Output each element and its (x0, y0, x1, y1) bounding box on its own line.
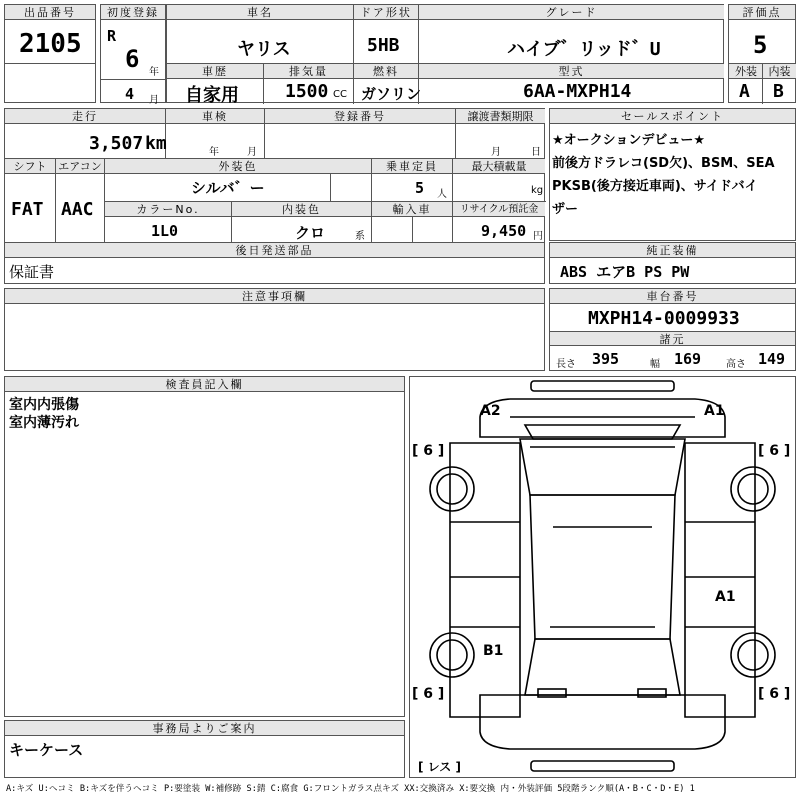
car-diagram-box (409, 376, 796, 778)
model-label: 型式 (419, 64, 724, 79)
interior-grade: B (773, 81, 784, 102)
car-info-box (166, 4, 724, 106)
transfer-month-unit: 月 (491, 147, 501, 158)
int-color-label: 内装色 (232, 202, 371, 217)
km-unit: km (145, 133, 167, 154)
car-name: ヤリス (237, 39, 291, 60)
notes-box (4, 288, 545, 371)
exterior-grade: A (739, 81, 750, 102)
air-conditioner: AAC (61, 199, 94, 220)
reg-no-label: 登録番号 (265, 109, 455, 124)
recycle-label: リサイクル預託金 (453, 202, 545, 217)
ext-color-label: 外装色 (105, 159, 371, 174)
first-registration-box (100, 4, 166, 106)
grade-label: グレード (419, 5, 724, 20)
equipment: ABS エアB PS PW (560, 263, 690, 281)
height: 149 (758, 350, 786, 368)
chassis-number: MXPH14-0009933 (588, 308, 740, 329)
recycle-deposit: 9,450 (481, 222, 527, 240)
length: 395 (592, 350, 620, 368)
inspector-label: 検査員記入欄 (5, 377, 404, 392)
damage-mark-a1-right: A1 (715, 589, 736, 605)
damage-mark-a2: A2 (480, 403, 501, 419)
shift-label: シフト (5, 159, 55, 174)
ext-color: シルバ゛ー (191, 179, 265, 197)
capacity-label: 乗車定員 (372, 159, 452, 174)
spare-tire: [ レス ] (418, 760, 461, 774)
capacity-unit: 人 (437, 189, 447, 200)
mileage: 3,507 (89, 133, 144, 154)
recycle-unit: 円 (533, 231, 543, 242)
equipment-label: 純正装備 (550, 243, 795, 258)
ext-label: 外装 (729, 64, 763, 79)
color-no-label: カラーNo. (105, 202, 231, 217)
office-label: 事務局よりご案内 (5, 721, 404, 736)
equipment-box (549, 242, 796, 284)
later-parts-label: 後日発送部品 (5, 243, 544, 258)
insp-month-unit: 月 (247, 147, 257, 158)
grade: ハイブ゛リッド゛U (507, 39, 661, 60)
int-color-unit: 系 (355, 231, 365, 242)
selling-points-label: セールスポイント (550, 109, 795, 124)
history: 自家用 (185, 85, 239, 106)
vehicle-details-box (4, 108, 545, 284)
chassis-box (549, 288, 796, 371)
transfer-day-unit: 日 (531, 147, 541, 158)
tire-front-right: [ 6 ] (758, 443, 791, 459)
tire-rear-right: [ 6 ] (758, 686, 791, 702)
selling-points-box (549, 108, 796, 241)
lot-number-label: 出品番号 (5, 5, 95, 20)
model-code: 6AA-MXPH14 (523, 81, 632, 102)
inspector-box (4, 376, 405, 717)
era: R (107, 27, 117, 45)
door-label: ドア形状 (354, 5, 418, 20)
int-label: 内装 (763, 64, 796, 79)
reg-month: 4 (125, 85, 135, 103)
lot-number-box (4, 4, 96, 103)
import-label: 輸入車 (372, 202, 452, 217)
car-name-label: 車名 (167, 5, 353, 20)
load-unit: kg (531, 185, 544, 196)
later-parts: 保証書 (9, 263, 55, 281)
selling-point-line: ザー (552, 202, 579, 217)
inspector-note: 室内内張傷 (9, 397, 79, 413)
tire-front-left: [ 6 ] (412, 443, 445, 459)
length-label: 長さ (556, 359, 576, 370)
damage-mark-b1: B1 (483, 643, 504, 659)
year-unit: 年 (149, 67, 159, 78)
score-label: 評価点 (729, 5, 795, 20)
width-label: 幅 (650, 359, 660, 370)
lot-number: 2105 (19, 29, 82, 59)
displacement-label: 排気量 (264, 64, 353, 79)
inspection-label: 車検 (166, 109, 264, 124)
ac-label: エアコン (56, 159, 104, 174)
displacement: 1500 (285, 81, 329, 102)
transfer-label: 譲渡書類期限 (456, 109, 545, 124)
capacity: 5 (415, 179, 425, 197)
int-color: クロ (295, 224, 326, 242)
first-reg-label: 初度登録 (101, 5, 165, 20)
insp-year-unit: 年 (209, 147, 219, 158)
door-type: 5HB (367, 35, 400, 56)
office-note: キーケース (9, 741, 84, 759)
inspector-note: 室内薄汚れ (9, 415, 79, 431)
car-diagram (410, 377, 795, 777)
score-box (728, 4, 796, 103)
fuel: ガソリン (361, 85, 422, 103)
shift: FAT (11, 199, 44, 220)
office-box (4, 720, 405, 778)
overall-score: 5 (753, 31, 768, 59)
month-unit: 月 (149, 95, 159, 106)
reg-year: 6 (125, 45, 140, 73)
chassis-label: 車台番号 (550, 289, 795, 304)
selling-point-line: 前後方ドラレコ(SD欠)、BSM、SEA (552, 156, 775, 171)
load-label: 最大積載量 (453, 159, 545, 174)
selling-point-line: PKSB(後方接近車両)、サイドバイ (552, 179, 758, 194)
legend: A:キズ U:ヘコミ B:キズを伴うヘコミ P:要塗装 W:補修跡 S:錆 C:腐食 G:フロントガラス点キズ XX:交換済み X:要交換 内・外装評価 5段階ランク順(A・B・C・D・E) 1 (6, 784, 695, 794)
history-label: 車歴 (167, 64, 263, 79)
height-label: 高さ (726, 359, 746, 370)
fuel-label: 燃料 (354, 64, 418, 79)
tire-rear-left: [ 6 ] (412, 686, 445, 702)
dims-label: 諸元 (550, 331, 795, 346)
width: 169 (674, 350, 702, 368)
cc-unit: CC (333, 89, 347, 100)
selling-point-line: ★オークションデビュー★ (552, 133, 706, 148)
notes-label: 注意事項欄 (5, 289, 544, 304)
damage-mark-a1-front: A1 (704, 403, 725, 419)
color-no: 1L0 (151, 222, 179, 240)
mileage-label: 走行 (5, 109, 165, 124)
